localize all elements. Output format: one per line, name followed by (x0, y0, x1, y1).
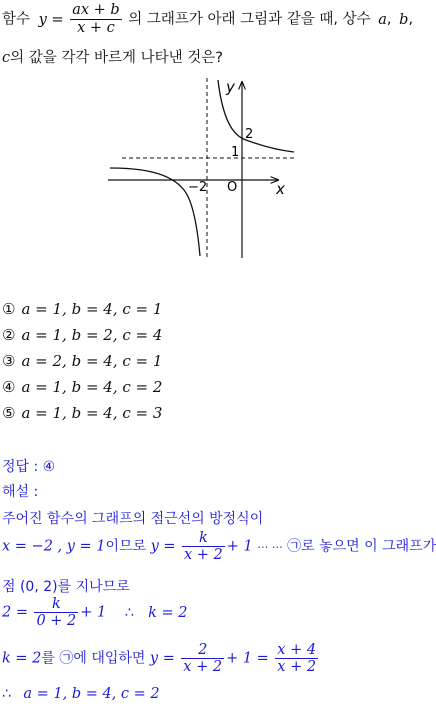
line-4-lhs: 2 = (2, 604, 28, 621)
equation-mark-1: ㉠ (287, 538, 302, 555)
fraction-k-denominator: x + 2 (183, 547, 223, 563)
question-suffix: 의 그래프가 아래 그림과 같을 때, 상수 (128, 11, 371, 28)
line-5-denominator-1: x + 2 (183, 659, 223, 675)
line-4-denominator: 0 + 2 (36, 613, 77, 629)
fraction-k-over-x-plus-2 (182, 530, 225, 563)
line-5-numerator-2: x + 4 (277, 642, 317, 658)
explanation-line-2 (2, 530, 436, 563)
explanation-line-2-tail: 로 놓으면 이 그래프가 (301, 538, 436, 555)
comma-1: , (386, 11, 392, 28)
asymptote-label-neg2: −2 (188, 180, 208, 195)
explanation-line-6 (2, 686, 160, 702)
choice-2-mark: ② (2, 326, 16, 344)
choice-2-text: a = 1, b = 2, c = 4 (21, 326, 163, 344)
fraction-k-numerator: k (182, 530, 225, 547)
question-prefix: 함수 (2, 11, 31, 28)
question-line2-text: 의 값을 각각 바르게 나타낸 것은? (10, 50, 223, 66)
plus-one: + 1 (226, 538, 253, 555)
line-5-lhs: k = 2 (2, 650, 42, 667)
fraction-2-over-x-plus-2 (181, 642, 224, 675)
function-fraction (70, 2, 121, 37)
origin-label: O (227, 180, 238, 195)
x-axis-label: x (276, 180, 285, 198)
choice-5[interactable] (2, 404, 162, 422)
explanation-label: 해설 : (2, 484, 39, 500)
line-5-numerator-1: 2 (181, 642, 224, 659)
line-4-plus: + 1 (80, 604, 107, 621)
var-a: a (378, 11, 387, 28)
explanation-line-3: 점 (0, 2)를 지나므로 (2, 579, 130, 595)
therefore-symbol-2: ∴ (2, 686, 11, 702)
explanation-line-2-mid: 이므로 (105, 538, 147, 555)
line-5-denominator-2: x + 2 (277, 659, 317, 675)
choice-5-text: a = 1, b = 4, c = 3 (21, 404, 163, 422)
choice-4-text: a = 1, b = 4, c = 2 (21, 378, 163, 396)
choice-3-text: a = 2, b = 4, c = 1 (21, 352, 163, 370)
function-graph (100, 72, 300, 262)
comma-2: , (408, 11, 414, 28)
answer-label: 정답 : ④ (2, 459, 56, 475)
choice-3[interactable] (2, 352, 162, 370)
choice-1-mark: ① (2, 300, 16, 318)
function-denominator: x + c (77, 20, 115, 36)
line-5-mid: 를 ㉠에 대입하면 (41, 650, 146, 667)
explanation-line-2-y: y = (150, 538, 176, 555)
line-4-numerator: k (34, 596, 78, 613)
question-line-1 (2, 2, 413, 37)
choice-2[interactable] (2, 326, 162, 344)
var-c: c (2, 50, 11, 66)
y-axis-label: y (226, 78, 235, 96)
fraction-k-over-0-plus-2 (34, 596, 78, 629)
explanation-line-4 (2, 596, 187, 629)
explanation-line-5 (2, 642, 320, 675)
ellipsis: ⋯ ⋯ (257, 540, 283, 554)
explanation-line-1: 주어진 함수의 그래프의 점근선의 방정식이 (2, 511, 264, 527)
intercept-label-2: 2 (245, 127, 254, 142)
choice-1-text: a = 1, b = 4, c = 1 (21, 300, 163, 318)
asymptote-label-1: 1 (231, 145, 240, 160)
curve-left-branch (110, 168, 200, 256)
fraction-x-plus-4-over-x-plus-2 (275, 642, 318, 675)
therefore-symbol-1: ∴ (124, 604, 134, 621)
line-4-result: k = 2 (148, 604, 188, 621)
choice-4-mark: ④ (2, 378, 16, 396)
choice-3-mark: ③ (2, 352, 16, 370)
choice-1[interactable] (2, 300, 162, 318)
choice-5-mark: ⑤ (2, 404, 16, 422)
line-5-y: y = (149, 650, 175, 667)
line-5-plus: + 1 = (226, 650, 269, 667)
var-b: b (399, 11, 409, 28)
function-numerator: ax + b (72, 2, 120, 18)
asymptote-equations: x = −2 , y = 1 (2, 538, 106, 555)
function-lhs: y = (38, 11, 64, 28)
final-result: a = 1, b = 4, c = 2 (23, 686, 160, 702)
choice-4[interactable] (2, 378, 162, 396)
question-line-2 (2, 46, 223, 67)
